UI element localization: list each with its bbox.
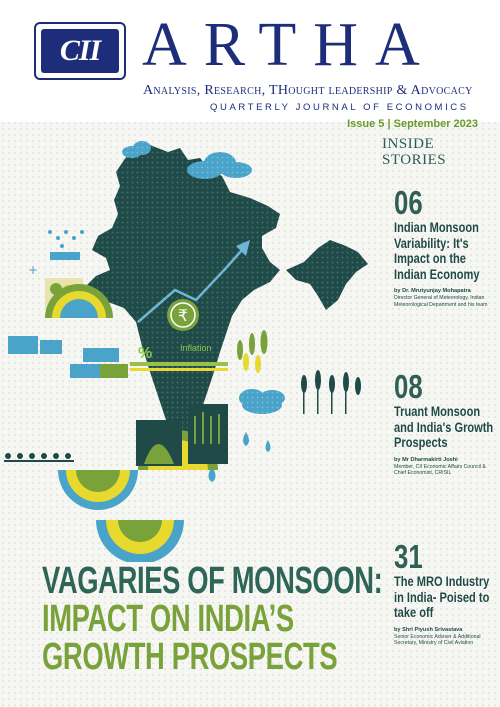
rainbow-arc-icon — [96, 520, 184, 562]
journal-subtitle: Analysis, Research, THought leadership & Advocacy — [143, 83, 473, 98]
inside-stories — [382, 136, 490, 168]
monsoon-india-illustration — [0, 122, 380, 562]
story-author: by Dr. Mrutyunjay Mohapatra — [394, 288, 471, 294]
cii-logo — [34, 22, 126, 80]
journal-title: ARTHA — [142, 11, 437, 79]
headline-line-2: IMPACT ON INDIA’S — [42, 598, 294, 640]
cii-logo-text: CII — [41, 29, 119, 73]
story-title: Indian Monsoon Variability: It's Impact on the Indian Economy — [394, 220, 480, 282]
sprinkler-icon — [48, 230, 84, 260]
cloud-icon — [239, 389, 285, 414]
northeast-map — [286, 240, 368, 310]
story-item[interactable] — [394, 540, 498, 647]
story-title: Truant Monsoon and India's Growth Prospects — [394, 404, 494, 450]
story-author-role: Member, CII Economic Affairs Council & Chief Economist, CRISIL — [394, 463, 486, 477]
story-author: by Mr Dharmakirti Joshi — [394, 456, 458, 463]
headline-line-3: GROWTH PROSPECTS — [42, 636, 338, 678]
story-author-role: Director General of Meteorology, Indian Meteorological Department and his team — [394, 295, 488, 308]
masthead — [0, 0, 500, 122]
cover-headline — [42, 562, 382, 676]
cloud-icon — [187, 152, 252, 179]
rainbow-arc-icon — [58, 470, 138, 510]
wheat-icon — [237, 330, 268, 373]
headline-line-1: VAGARIES OF MONSOON: — [42, 560, 383, 602]
story-title: The MRO Industry in India- Poised to take off — [394, 574, 490, 620]
wheat-icon — [301, 370, 361, 414]
inside-heading — [382, 136, 490, 168]
story-item[interactable] — [394, 370, 498, 477]
svg-text:+: + — [28, 263, 39, 277]
inside-heading-line2: STORIES — [382, 152, 447, 168]
story-author: by Shri Piyush Srivastava — [394, 626, 463, 633]
story-item[interactable] — [394, 186, 498, 308]
rupee-symbol: ₹ — [177, 306, 189, 325]
inside-heading-line1: INSIDE — [382, 136, 435, 152]
percent-symbol: % — [138, 345, 153, 362]
story-page-number: 08 — [394, 368, 423, 405]
story-page-number: 06 — [394, 184, 423, 221]
story-page-number: 31 — [394, 538, 423, 575]
inflation-label: Inflation — [180, 343, 212, 353]
issue-date: Issue 5 | September 2023 — [347, 118, 478, 130]
seedling-row — [4, 453, 74, 462]
journal-tagline: QUARTERLY JOURNAL OF ECONOMICS — [210, 102, 469, 113]
story-author-role: Senior Economic Adviser & Additional Secretary, Ministry of Civil Aviation — [394, 633, 481, 647]
